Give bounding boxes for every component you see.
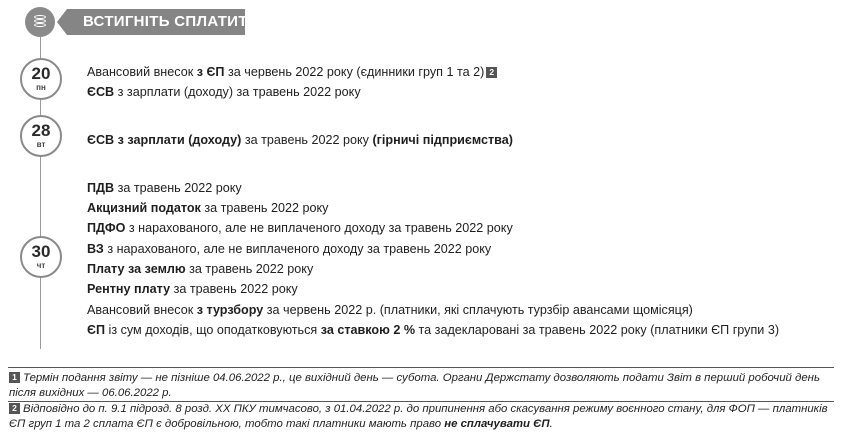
date-badge-28: [20, 115, 62, 157]
date-day: 20: [31, 64, 51, 83]
date-weekday: пн: [36, 83, 46, 92]
date-badge-20: [20, 58, 62, 100]
payment-item: Авансовий внесок з ЄП за червень 2022 року (єдинники груп 1 та 2) 2: [87, 64, 497, 80]
date-badge-30: [20, 236, 62, 278]
footnote-divider: [8, 367, 834, 368]
payment-item: ПДФО з нарахованого, але не виплаченого доходу за травень 2022 року: [87, 221, 513, 235]
payment-item: ПДВ за травень 2022 року: [87, 181, 242, 195]
section-banner: [67, 9, 259, 35]
footnote-marker[interactable]: 2: [486, 67, 497, 78]
payment-item: ЄСВ з зарплати (доходу) за травень 2022 року: [87, 85, 361, 99]
payment-item: ЄСВ з зарплати (доходу) за травень 2022 року (гірничі підприємства): [87, 133, 513, 147]
footnote-number: 2: [9, 403, 20, 414]
payment-item: ЄП із сум доходів, що оподатковуються за ставкою 2 % та задекларовані за травень 2022 року (платники ЄП групи 3): [87, 323, 780, 337]
footnote-number: 1: [9, 372, 20, 383]
payment-item: Рентну плату за травень 2022 року: [87, 282, 298, 296]
payment-item: Акцизний податок за травень 2022 року: [87, 201, 329, 215]
date-day: 28: [31, 121, 51, 140]
coins-icon: [25, 7, 55, 37]
payment-item: ВЗ з нарахованого, але не виплаченого доходу за травень 2022 року: [87, 242, 492, 256]
section-title: ВСТИГНІТЬ СПЛАТИТИ: [83, 13, 259, 30]
footnote-2: 2 Відповідно до п. 9.1 підрозд. 8 розд. ХХ ПКУ тимчасово, з 01.04.2022 р. до припинення або скасування режиму воєнного стану, для ФОП — платників ЄП груп 1 та 2 сплата ЄП є добровільною, тобто такі платники мають право не сплачувати ЄП.: [9, 403, 828, 430]
date-weekday: вт: [36, 140, 46, 149]
payment-item: Плату за землю за травень 2022 року: [87, 262, 314, 276]
footnote-1: 1 Термін подання звіту — не пізніше 04.06.2022 р., це вихідний день — субота. Органи Держстату дозволяють подати Звіт в перший робочий день після вихідних — 06.06.2022 р.: [9, 372, 820, 399]
payment-item: Авансовий внесок з турзбору за червень 2022 р. (платники, які сплачують турзбір авансами щомісяця): [87, 303, 693, 317]
date-weekday: чт: [36, 261, 46, 270]
date-day: 30: [31, 242, 51, 261]
